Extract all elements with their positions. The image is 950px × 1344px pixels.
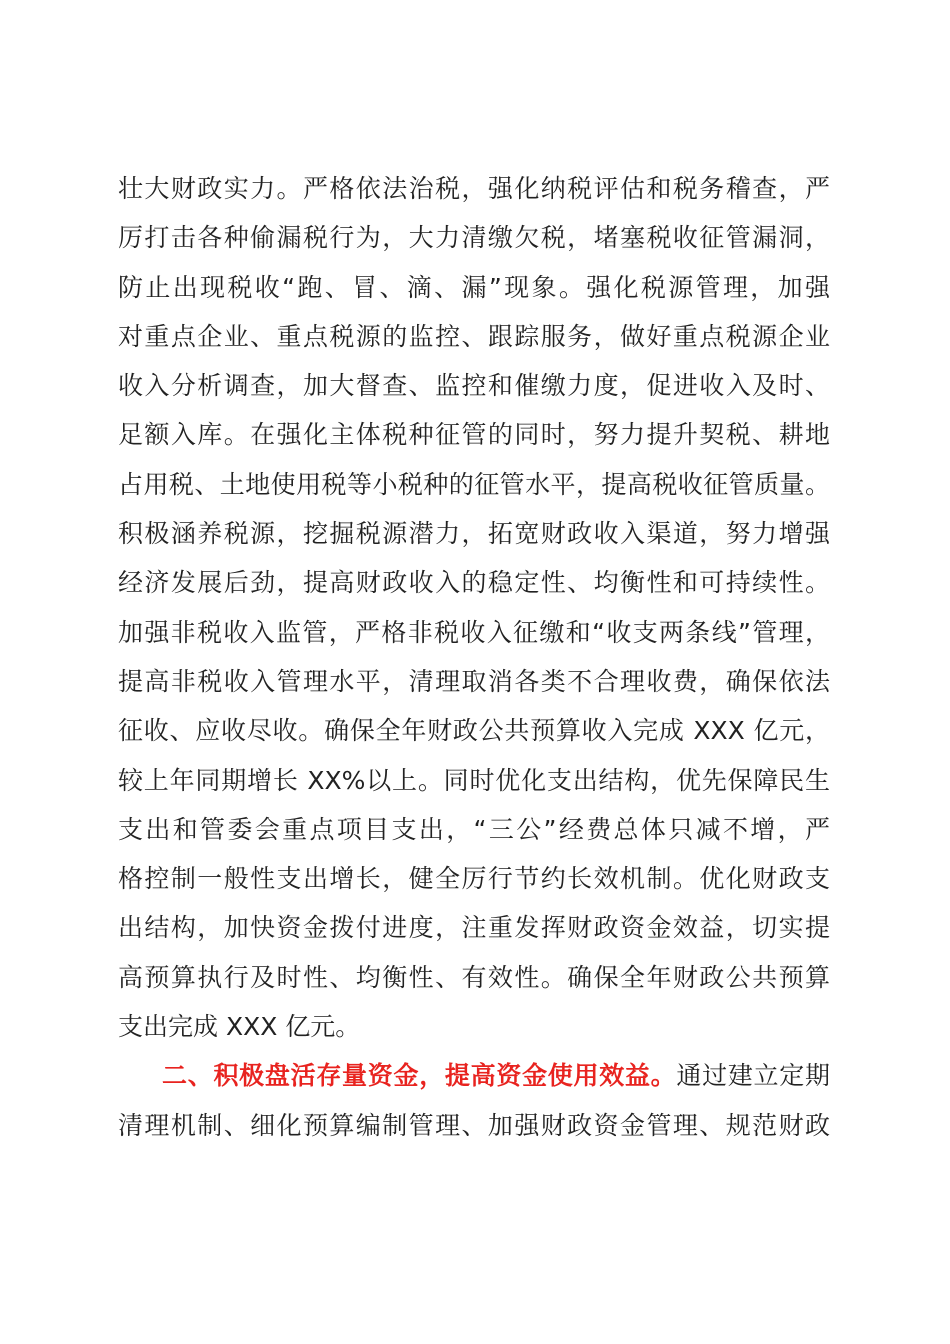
paragraph-line: 支出完成 XXX 亿元。: [118, 1012, 361, 1042]
paragraph-line: 提高非税收入管理水平，清理取消各类不合理收费，确保依法: [118, 666, 830, 696]
paragraph-line: 出结构，加快资金拨付进度，注重发挥财政资金效益，切实提: [118, 913, 830, 943]
paragraph-line: 壮大财政实力。严格依法治税，强化纳税评估和税务稽查，严: [118, 174, 830, 203]
paragraph-line: 加强非税收入监管，严格非税收入征缴和“收支两条线”管理，: [118, 617, 830, 647]
paragraph-line: 支出和管委会重点项目支出，“三公”经费总体只减不增，严: [118, 814, 830, 844]
paragraph-line: 占用税、土地使用税等小税种的征管水平，提高税收征管质量。: [118, 469, 830, 499]
paragraph-line: 格控制一般性支出增长，健全厉行节约长效机制。优化财政支: [118, 864, 830, 894]
paragraph-line-continuation: 通过建立定期: [676, 1061, 830, 1091]
paragraph-line: 足额入库。在强化主体税种征管的同时，努力提升契税、耕地: [118, 420, 830, 450]
document-body: [118, 164, 830, 1150]
paragraph-line: 积极涵养税源，挖掘税源潜力，拓宽财政收入渠道，努力增强: [118, 519, 830, 549]
paragraph-line: 征收、应收尽收。确保全年财政公共预算收入完成 XXX 亿元，: [118, 716, 830, 746]
paragraph-idle-funds: [118, 1051, 830, 1150]
paragraph-revenue-expenditure: [118, 164, 830, 1051]
paragraph-line: 经济发展后劲，提高财政收入的稳定性、均衡性和可持续性。: [118, 568, 830, 598]
paragraph-line: 清理机制、细化预算编制管理、加强财政资金管理、规范财政: [118, 1110, 830, 1140]
paragraph-line: 厉打击各种偷漏税行为，大力清缴欠税，堵塞税收征管漏洞，: [118, 223, 830, 253]
paragraph-line: 对重点企业、重点税源的监控、跟踪服务，做好重点税源企业: [118, 321, 830, 351]
paragraph-line: 高预算执行及时性、均衡性、有效性。确保全年财政公共预算: [118, 962, 830, 992]
paragraph-line: 防止出现税收“跑、冒、滴、漏”现象。强化税源管理，加强: [118, 272, 830, 302]
paragraph-line: 收入分析调查，加大督查、监控和催缴力度，促进收入及时、: [118, 371, 830, 401]
section-heading-line: [118, 1051, 830, 1100]
paragraph-line: 较上年同期增长 XX%以上。同时优化支出结构，优先保障民生: [118, 765, 830, 795]
section-heading: 二、积极盘活存量资金，提高资金使用效益。: [162, 1061, 677, 1091]
